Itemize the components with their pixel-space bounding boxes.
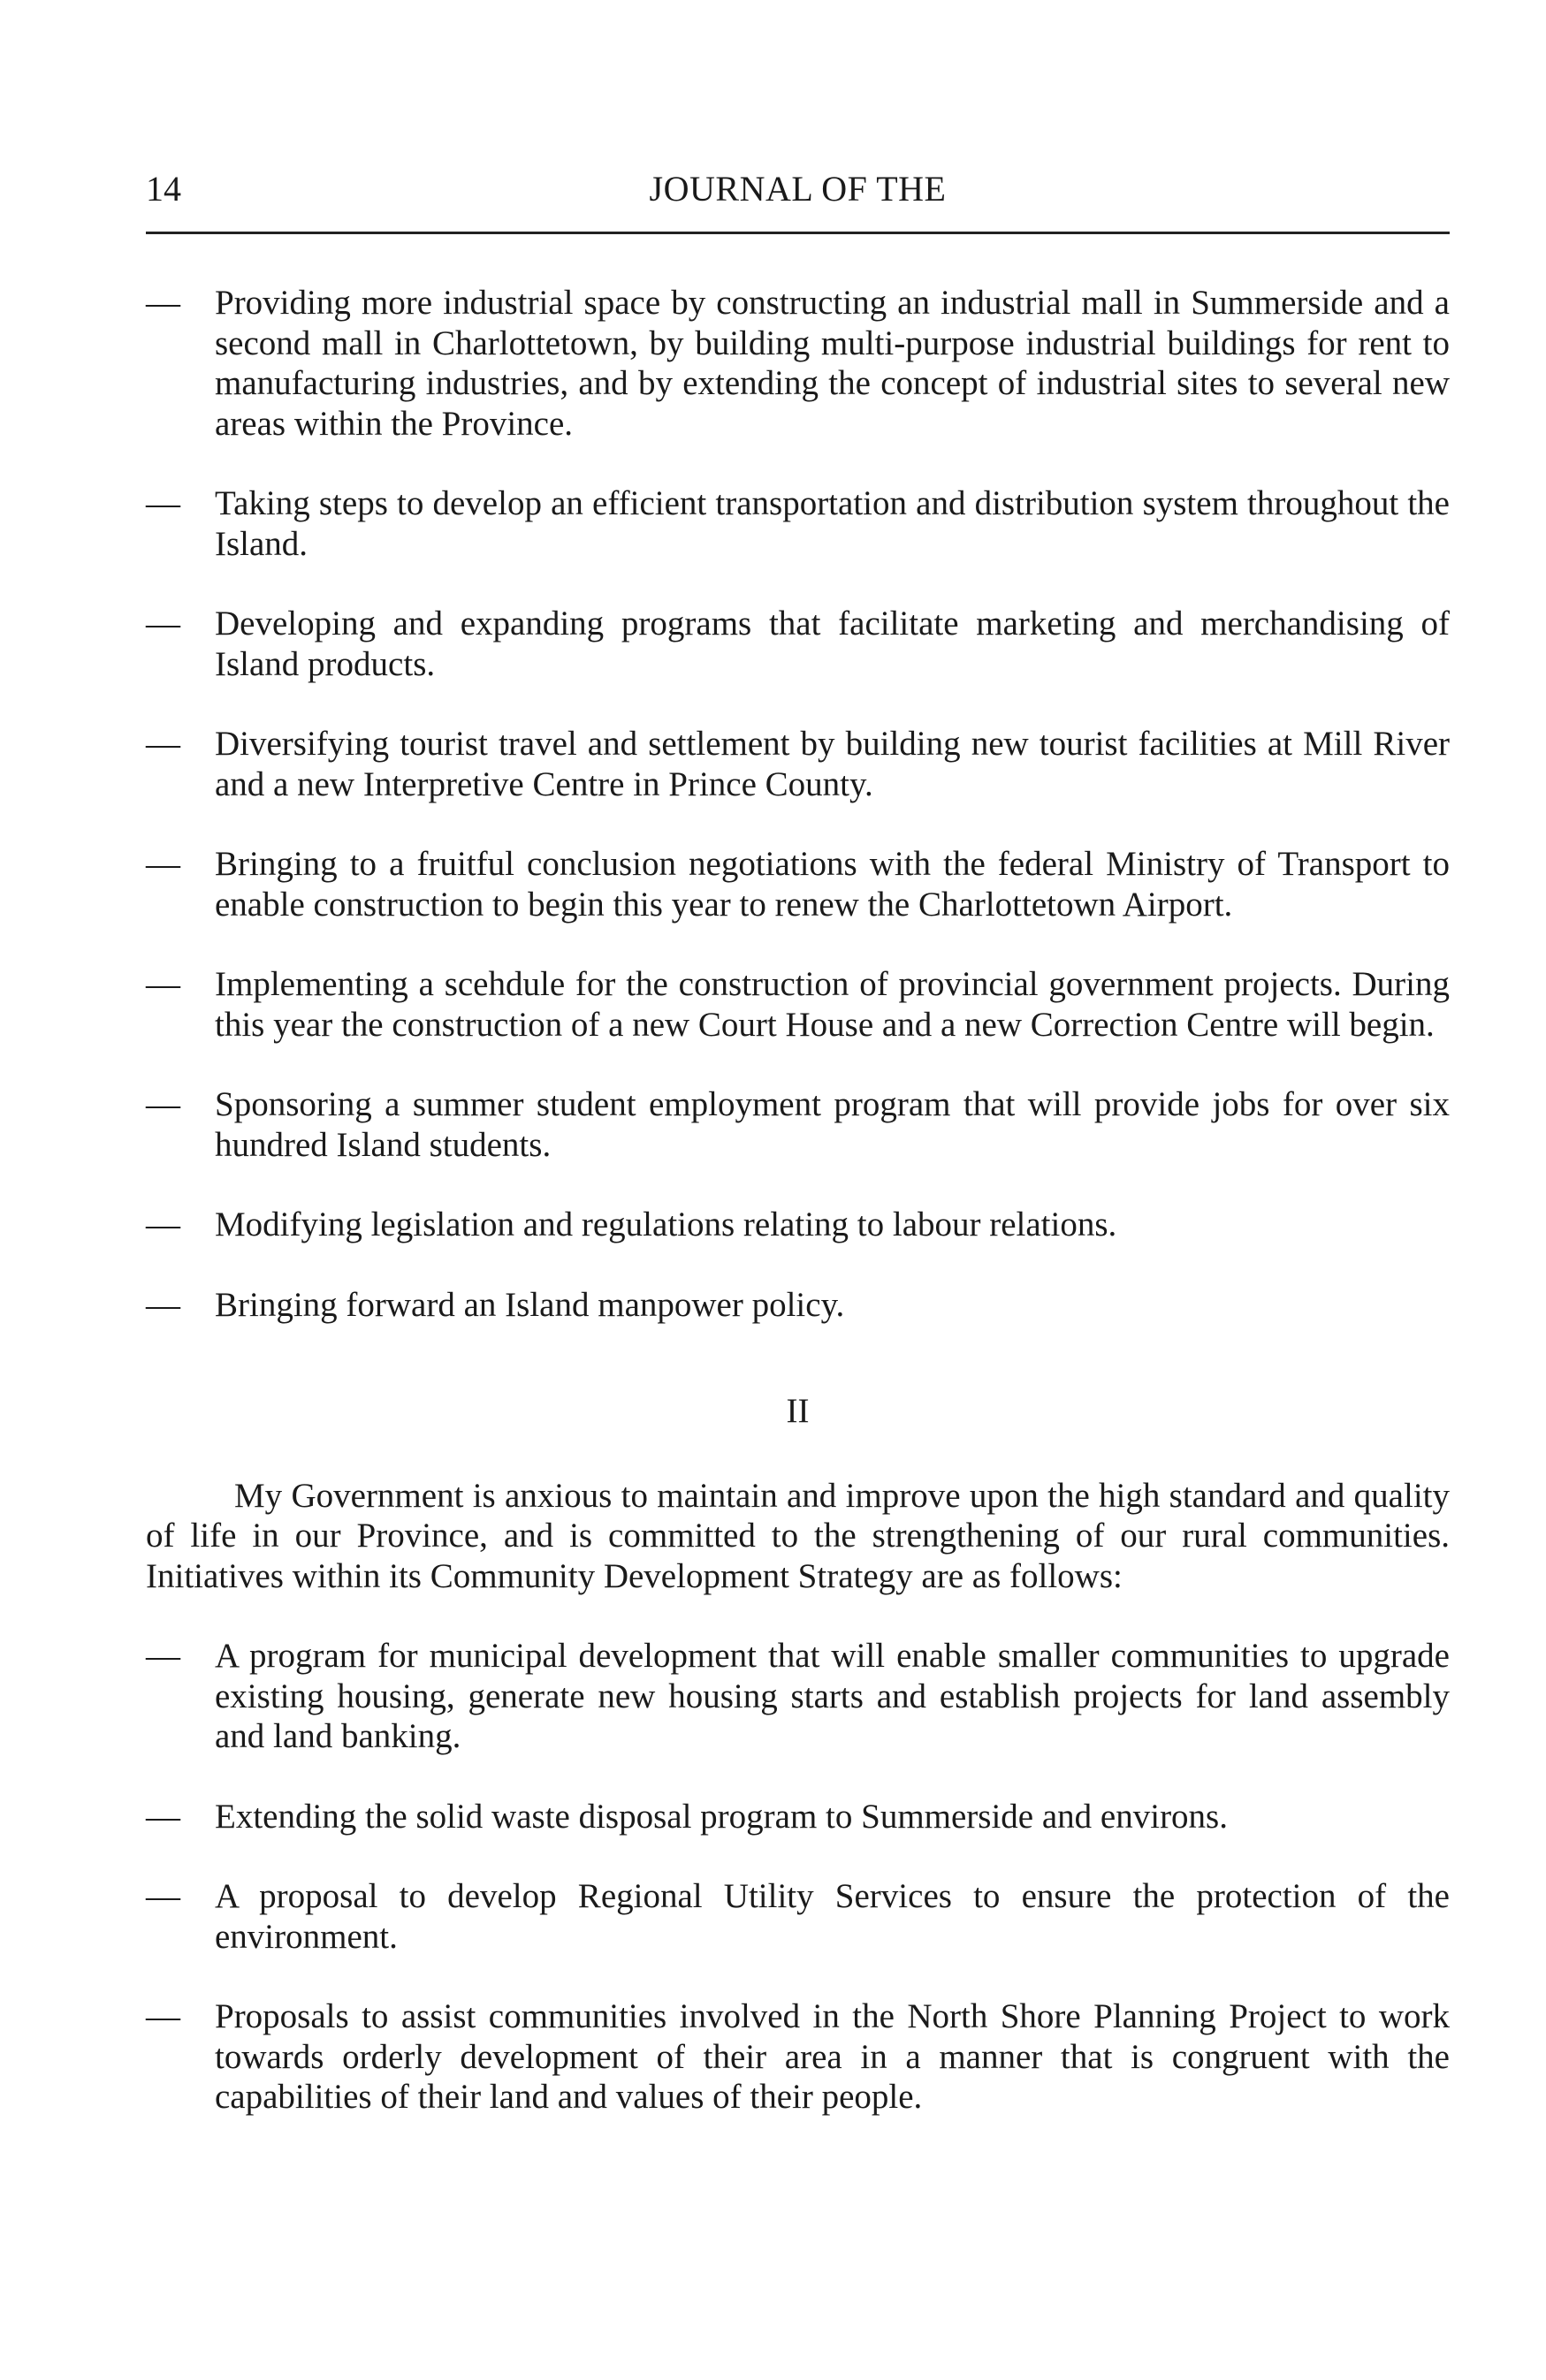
list-item (146, 844, 1450, 924)
section-paragraph: My Government is anxious to maintain and improve upon the high standard and quality of life in our Province, and is committed to the strengthening of our rural communities. Initiatives within its Community Development Strategy are as follows: (146, 1476, 1450, 1595)
section-heading: II (786, 1392, 810, 1430)
list-dash: — (146, 284, 180, 322)
list-item-text: A proposal to develop Regional Utility Services to ensure the protection of the environment. (215, 1877, 1450, 1956)
page-header (146, 168, 1450, 221)
running-title: JOURNAL OF THE (649, 169, 947, 209)
list-item-text: Proposals to assist communities involved in the North Shore Planning Project to work towards orderly development of their area in a manner that is congruent with the capabilities of their land and values of their people. (215, 1997, 1450, 2116)
list-item (146, 1996, 1450, 2118)
list-dash: — (146, 605, 180, 643)
list-dash: — (146, 1205, 180, 1243)
header-rule (146, 232, 1450, 234)
list-dash: — (146, 965, 180, 1003)
list-dash: — (146, 1877, 180, 1915)
list-dash: — (146, 1997, 180, 2035)
list-item (146, 964, 1450, 1045)
list-item-text: Bringing to a fruitful conclusion negotiations with the federal Ministry of Transport to enable construction to begin this year to renew the Charlottetown Airport. (215, 845, 1450, 924)
list-item-text: Taking steps to develop an efficient transportation and distribution system throughout the Island. (215, 484, 1450, 563)
list-dash: — (146, 1285, 180, 1324)
list-dash: — (146, 725, 180, 763)
economic-initiatives-list (146, 283, 1450, 1325)
list-item (146, 1636, 1450, 1757)
list-item (146, 1205, 1450, 1245)
list-item-text: Modifying legislation and regulations relating to labour relations. (215, 1205, 1117, 1243)
list-dash: — (146, 1085, 180, 1123)
list-dash: — (146, 1637, 180, 1675)
list-item (146, 604, 1450, 684)
list-item-text: Providing more industrial space by constructing an industrial mall in Summerside and a second mall in Charlottetown, by building multi-purpose industrial buildings for rent to manufacturing industries, and by extending the concept of industrial sites to several new areas within the Province. (215, 284, 1450, 443)
list-item-text: Extending the solid waste disposal program to Summerside and environs. (215, 1797, 1228, 1836)
community-initiatives-list (146, 1636, 1450, 2118)
list-item-text: Diversifying tourist travel and settlement by building new tourist facilities at Mill River and a new Interpretive Centre in Prince County. (215, 725, 1450, 803)
list-item (146, 1084, 1450, 1165)
list-item-text: Implementing a scehdule for the construction of provincial government projects. During this year the construction of a new Court House and a new Correction Centre will begin. (215, 965, 1450, 1044)
list-item (146, 724, 1450, 804)
list-item (146, 1797, 1450, 1837)
list-item-text: Sponsoring a summer student employment program that will provide jobs for over six hundred Island students. (215, 1085, 1450, 1164)
list-dash: — (146, 1797, 180, 1836)
list-item-text: Bringing forward an Island manpower policy. (215, 1285, 845, 1324)
list-dash: — (146, 845, 180, 883)
list-item (146, 483, 1450, 564)
list-item-text: Developing and expanding programs that facilitate marketing and merchandising of Island products. (215, 605, 1450, 683)
list-item (146, 1876, 1450, 1957)
list-item (146, 283, 1450, 444)
list-dash: — (146, 484, 180, 522)
page-body (146, 283, 1450, 2157)
list-item-text: A program for municipal development that will enable smaller communities to upgrade existing housing, generate new housing starts and establish projects for land assembly and land banking. (215, 1637, 1450, 1755)
list-item (146, 1285, 1450, 1326)
page-number: 14 (146, 169, 181, 209)
